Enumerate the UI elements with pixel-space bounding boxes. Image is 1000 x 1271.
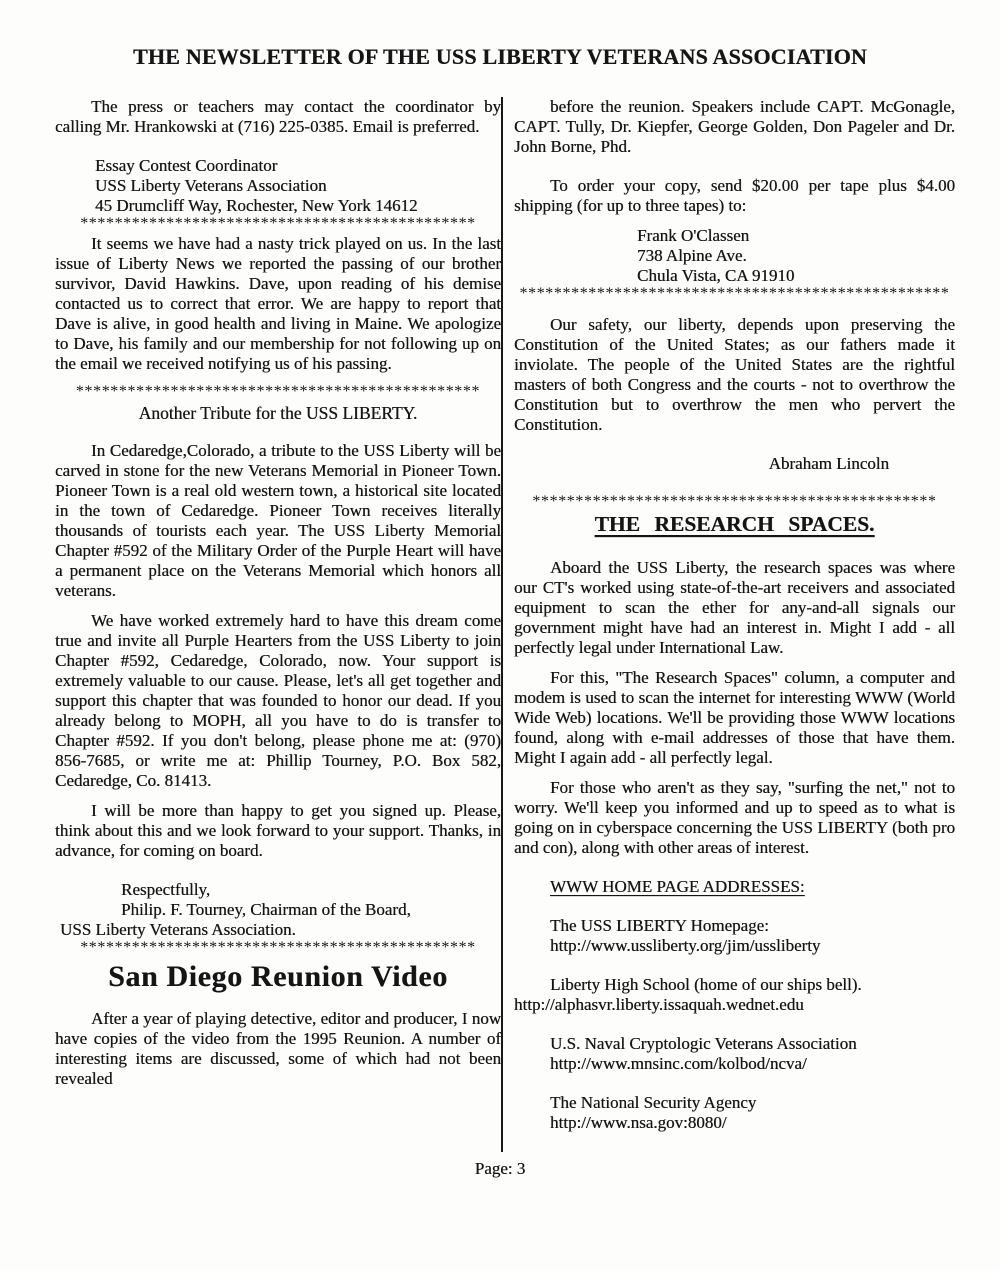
url-entry-label: U.S. Naval Cryptologic Veterans Association xyxy=(550,1034,857,1053)
paragraph-cedaredge-memorial: In Cedaredge,Colorado, a tribute to the USS Liberty will be carved in stone for the new Veterans Memorial in Pioneer Town. Pioneer Town is a real old western town, a historical site located in the town of Cedaredge. Pioneer Town receives literally thousands of tourists each year. The USS Liberty Memorial Chapter #592 of the Military Order of the Purple Heart will have a permanent place on the Veterans Memorial which honors all veterans. xyxy=(55,441,501,600)
paragraph-research-column: For this, "The Research Spaces" column, a computer and modem is used to scan the internet for interesting WWW (World Wide Web) locations. We'll be providing those WWW locations found, along with e-mail addresses of those that have them. Might I again add - all perfectly legal. xyxy=(514,668,955,767)
star-divider: ********************************************** xyxy=(80,940,476,955)
two-column-layout xyxy=(55,97,955,1152)
paragraph-signup: I will be more than happy to get you signed up. Please, think about this and we look forward to your support. Thanks, in advance, for coming on board. xyxy=(55,801,501,860)
signature-respectfully: Respectfully, xyxy=(121,880,211,899)
url-entry-label: The USS LIBERTY Homepage: xyxy=(550,916,769,935)
paragraph-hawkins-correction: It seems we have had a nasty trick played on us. In the last issue of Liberty News we reported the passing of our brother survivor, David Hawkins. Dave, upon reading of his demise contacted us to correct that error. We are happy to report that Dave is alive, in good health and living in Maine. We apologize to Dave, his family and our membership for not following up on the email we received notifying us of his passing. xyxy=(55,234,501,373)
url-entry-label: The National Security Agency xyxy=(550,1093,757,1112)
paragraph-order-info: To order your copy, send $20.00 per tape plus $4.00 shipping (for up to three tapes) to: xyxy=(514,176,955,215)
url-entry xyxy=(514,1093,955,1133)
paragraph-research-aboard: Aboard the USS Liberty, the research spaces was where our CT's worked using state-of-the-art receivers and associated equipment to scan the ether for any-and-all signals our government might have had an interest in. Might I add - all perfectly legal under International Law. xyxy=(514,558,955,657)
url-entry xyxy=(514,1034,955,1074)
address-line: 45 Drumcliff Way, Rochester, New York 14612 xyxy=(95,196,418,215)
section-heading-san-diego-video: San Diego Reunion Video xyxy=(108,960,448,993)
newsletter-masthead: THE NEWSLETTER OF THE USS LIBERTY VETERANS ASSOCIATION xyxy=(132,44,868,69)
section-heading-www-addresses: WWW HOME PAGE ADDRESSES: xyxy=(550,877,805,896)
paragraph-speakers: before the reunion. Speakers include CAPT. McGonagle, CAPT. Tully, Dr. Kiepfer, George Golden, Don Pageler and Dr. John Borne, Phd. xyxy=(514,97,955,156)
paragraph-video-intro: After a year of playing detective, editor and producer, I now have copies of the video from the 1995 Reunion. A number of interesting items are discussed, some of which had not been revealed xyxy=(55,1009,501,1088)
url-entry-label: Liberty High School (home of our ships bell). xyxy=(550,975,862,994)
page-number: Page: 3 xyxy=(474,1159,526,1178)
paragraph-surfing-net: For those who aren't as they say, "surfing the net," not to worry. We'll keep you informed and up to speed as to what is going on in cyberspace concerning the USS LIBERTY (both pro and con), along with other areas of interest. xyxy=(514,778,955,857)
paragraph-lincoln-quote: Our safety, our liberty, depends upon preserving the Constitution of the United States; as our fathers made it inviolate. The people of the United States are the rightful masters of both Congress and the courts - not to overthrow the Constitution but to overthrow the men who pervert the Constitution. xyxy=(514,315,955,434)
paragraph-chapter-592: We have worked extremely hard to have this dream come true and invite all Purple Hearters from the USS Liberty to join Chapter #592, Cedaredge, Colorado, now. Your support is extremely valuable to our cause. Please, let's all get together and support this chapter that was founded to honor our dead. If you already belong to MOPH, all you have to do is transfer to Chapter #592. If you don't belong, please phone me at: (970) 856-7685, or write me at: Phillip Tourney, P.O. Box 582, Cedaredge, Co. 81413. xyxy=(55,611,501,790)
signature-name: Philip. F. Tourney, Chairman of the Board, xyxy=(121,900,411,919)
star-divider: ************************************************** xyxy=(519,286,950,301)
signature-organization: USS Liberty Veterans Association. xyxy=(60,920,296,939)
left-column xyxy=(55,97,501,1152)
star-divider: ********************************************** xyxy=(80,216,476,231)
essay-coordinator-address xyxy=(55,156,501,216)
quote-attribution: Abraham Lincoln xyxy=(768,454,889,473)
address-line: Frank O'Classen xyxy=(637,226,750,245)
star-divider: *********************************************** xyxy=(532,494,937,509)
section-heading-research-spaces: THE RESEARCH SPACES. xyxy=(594,512,875,536)
order-address xyxy=(514,226,955,286)
url-entry xyxy=(514,916,955,956)
address-line: Essay Contest Coordinator xyxy=(95,156,278,175)
url-entry xyxy=(514,975,955,1015)
url-entry-address: http://www.mnsinc.com/kolbod/ncva/ xyxy=(550,1054,807,1073)
paragraph-contact-info: The press or teachers may contact the coordinator by calling Mr. Hrankowski at (716) 225-0385. Email is preferred. xyxy=(55,97,501,136)
url-entry-address: http://www.nsa.gov:8080/ xyxy=(550,1113,727,1132)
right-column xyxy=(503,97,955,1152)
star-divider: *********************************************** xyxy=(75,384,481,399)
url-entry-address: http://www.ussliberty.org/jim/ussliberty xyxy=(550,936,821,955)
address-line: USS Liberty Veterans Association xyxy=(95,176,327,195)
address-line: Chula Vista, CA 91910 xyxy=(637,266,795,285)
section-heading-tribute: Another Tribute for the USS LIBERTY. xyxy=(138,403,418,423)
address-line: 738 Alpine Ave. xyxy=(637,246,747,265)
url-entry-address: http://alphasvr.liberty.issaquah.wednet.edu xyxy=(514,995,804,1014)
